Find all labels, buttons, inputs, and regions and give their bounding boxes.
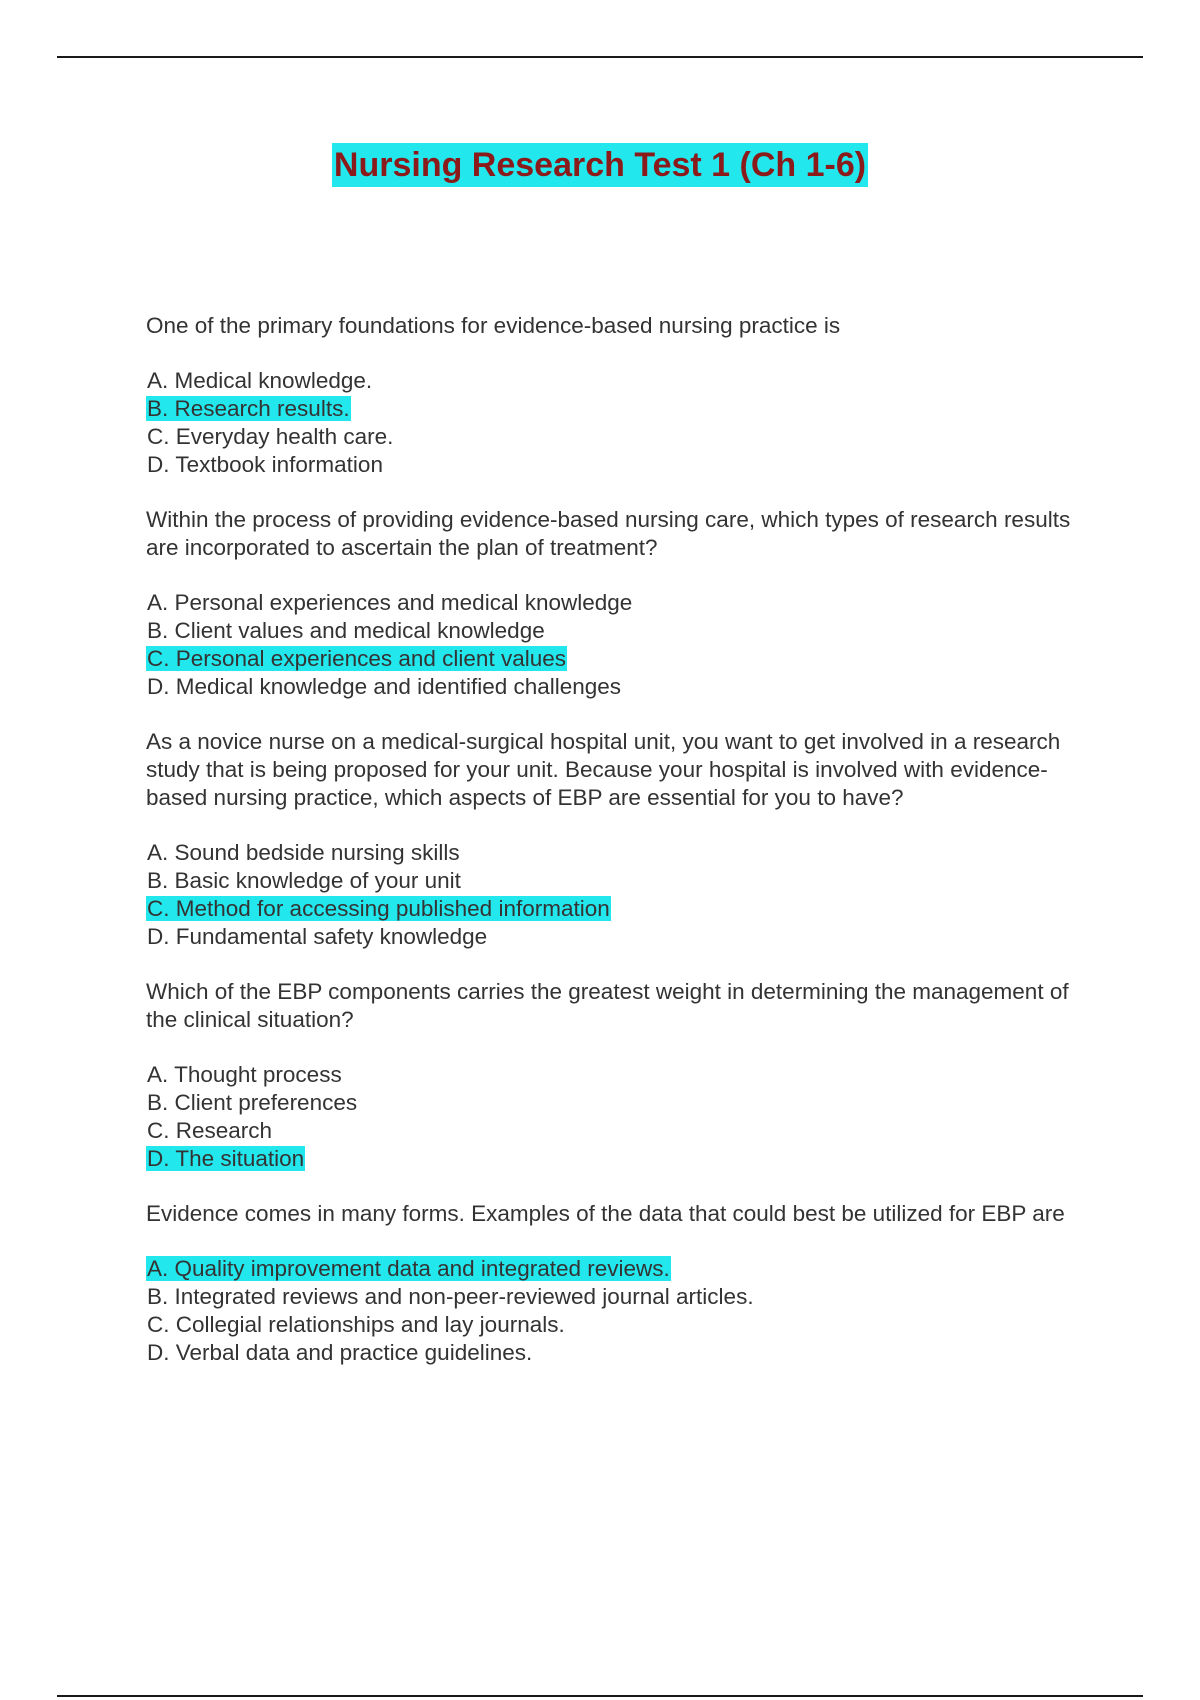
option-b: B. Integrated reviews and non-peer-reviewed journal articles. bbox=[147, 1284, 754, 1309]
option-a: A. Thought process bbox=[147, 1062, 342, 1087]
answer-options bbox=[146, 589, 1086, 701]
option-d: D. Medical knowledge and identified challenges bbox=[147, 674, 622, 699]
option-b: B. Basic knowledge of your unit bbox=[147, 868, 461, 893]
top-rule bbox=[57, 56, 1143, 58]
option-a: A. Medical knowledge. bbox=[147, 368, 373, 393]
answer-options bbox=[146, 1255, 1086, 1367]
option-d-correct: D. The situation bbox=[147, 1146, 305, 1171]
document-title: Nursing Research Test 1 (Ch 1-6) bbox=[332, 143, 868, 187]
option-a-correct: A. Quality improvement data and integrated reviews. bbox=[147, 1256, 670, 1281]
bottom-rule bbox=[57, 1695, 1143, 1697]
option-d: D. Textbook information bbox=[147, 452, 383, 477]
title-container bbox=[0, 143, 1200, 187]
option-c: C. Everyday health care. bbox=[147, 424, 394, 449]
question-list bbox=[146, 312, 1086, 1394]
option-c-correct: C. Method for accessing published information bbox=[147, 896, 610, 921]
option-d: D. Verbal data and practice guidelines. bbox=[147, 1340, 533, 1365]
option-b: B. Client values and medical knowledge bbox=[147, 618, 545, 643]
question-4 bbox=[146, 978, 1086, 1173]
question-2 bbox=[146, 506, 1086, 701]
option-c: C. Research bbox=[147, 1118, 273, 1143]
question-1 bbox=[146, 312, 1086, 479]
answer-options bbox=[146, 839, 1086, 951]
question-3 bbox=[146, 728, 1086, 951]
question-text: Which of the EBP components carries the greatest weight in determining the management of the clinical situation? bbox=[146, 979, 1069, 1032]
option-c: C. Collegial relationships and lay journals. bbox=[147, 1312, 565, 1337]
question-5 bbox=[146, 1200, 1086, 1367]
answer-options bbox=[146, 1061, 1086, 1173]
option-d: D. Fundamental safety knowledge bbox=[147, 924, 488, 949]
option-a: A. Personal experiences and medical knowledge bbox=[147, 590, 633, 615]
option-a: A. Sound bedside nursing skills bbox=[147, 840, 460, 865]
question-text: As a novice nurse on a medical-surgical hospital unit, you want to get involved in a research study that is being proposed for your unit. Because your hospital is involved with evidence-based nursing practice, which aspects of EBP are essential for you to have? bbox=[146, 729, 1061, 810]
answer-options bbox=[146, 367, 1086, 479]
question-text: Within the process of providing evidence-based nursing care, which types of research results are incorporated to ascertain the plan of treatment? bbox=[146, 507, 1071, 560]
option-b: B. Client preferences bbox=[147, 1090, 358, 1115]
question-text: One of the primary foundations for evidence-based nursing practice is bbox=[146, 313, 841, 338]
option-c-correct: C. Personal experiences and client values bbox=[147, 646, 566, 671]
option-b-correct: B. Research results. bbox=[147, 396, 350, 421]
question-text: Evidence comes in many forms. Examples of the data that could best be utilized for EBP are bbox=[146, 1201, 1065, 1226]
